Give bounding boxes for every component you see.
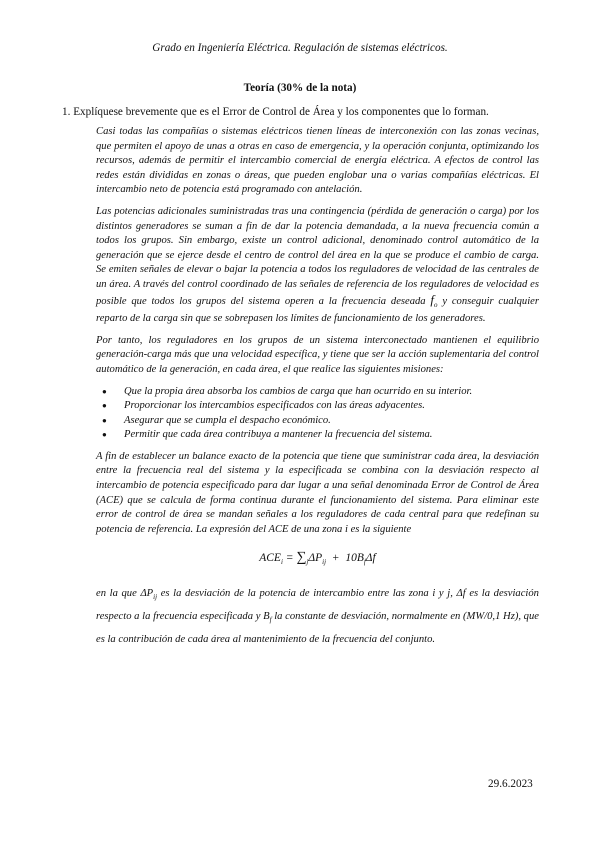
paragraph-1: Casi todas las compañías o sistemas eléctricos tienen líneas de interconexión con las zonas vecinas, que permiten el apoyo de unas a otras en caso de emergencia, y la operación conjunta, optimizando los recursos, además de permitir el intercambio comercial de energía eléctrica. A efectos de control las redes están divididas en zonas o áreas, que pueden englobar una o varias compañías eléctricas. El intercambio neto de potencia está programado con antelación. [96,126,539,196]
formula-term2-sub: f [363,558,366,567]
formula-equals: = [285,552,294,565]
missions-list [96,385,539,443]
exam-date: 29.6.2023 [488,778,533,790]
delta-f-symbol: Δf [456,588,466,600]
b-symbol: B [263,611,270,623]
formula-term2: 10B [345,552,364,565]
formula-term3: Δf [365,552,376,565]
paragraph-4: A fin de establecer un balance exacto de la potencia que tiene que suministrar cada área, la desviación entre la frecuencia real del sistema y la especificada se combina con la desviación respecto al intercambio de potencia especificado para dar lugar a una señal denominada Error de Control de Área (ACE) que se calcula de forma continua durante el funcionamiento del sistema. Para eliminar este error de control de área se mandan señales a los reguladores de cada central para que redefinan su potencia de referencia. La expresión del ACE de una zona i es la siguiente [96,450,539,535]
answer-body [96,125,539,656]
paragraph-2 [96,205,539,327]
question-text: 1. Explíquese brevemente que es el Error de Control de Área y los componentes que lo forman. [62,106,489,118]
explanation-text-1: en la que [96,588,137,600]
list-item: ● Proporcionar los intercambios especificados con las áreas adyacentes. [116,399,539,414]
formula-sum-sub: j [306,558,309,567]
list-item: ● Que la propia área absorba los cambios de carga que han ocurrido en su interior. [116,385,539,400]
f-symbol: f [430,291,435,307]
frequency-symbol [430,292,437,307]
explanation-text-4: la constante de desviación, normalmente en (MW/0,1 Hz), que es la contribución de cada área al mantenimiento de la frecuencia del conjunto. [96,611,539,646]
formula-term1: ΔP [308,552,323,565]
f-subscript: o [434,300,438,309]
explanation-text-3: es la desviación respecto a la frecuencia especificada y [96,588,539,623]
list-item: ● Permitir que cada área contribuya a mantener la frecuencia del sistema. [116,428,539,443]
delta-p-symbol: ΔP [140,588,154,600]
list-item: ● Asegurar que se cumpla el despacho económico. [116,414,539,429]
paragraph-2-text-a: Las potencias adicionales suministradas tras una contingencia (pérdida de generación o carga) por los distintos generadores se suman a fin de dar la potencia demandada, a la nueva frecuencia común a todos los grupos. Sin embargo, existe un control adicional, denominado control automático de la generación que se ejerce desde el centro de control del área en la que se produce el cambio de carga. Se emiten señales de elevar o bajar la potencia a todos los reguladores de velocidad de las centrales de un área. A través del control coordinado de las señales de referencia de los reguladores de velocidad es posible que todos los grupos del sistema operen a la frecuencia deseada [96,205,539,307]
formula-explanation [96,584,539,649]
formula-term1-sub: ij [322,558,327,567]
section-title: Teoría (30% de la nota) [243,82,357,94]
formula-lhs: ACE [259,552,281,565]
b-subscript: f [269,616,272,625]
course-header: Grado en Ingeniería Eléctrica. Regulación de sistemas eléctricos. [152,42,448,54]
delta-p-sub: ij [153,593,158,602]
ace-formula [96,551,539,570]
explanation-text-2: es la desviación de la potencia de intercambio entre las zona i y j, [160,588,453,600]
paragraph-3: Por tanto, los reguladores en los grupos de un sistema interconectado mantienen el equilibrio generación-carga más que una velocidad específica, y tiene que ser la acción suplementaria del control automático de la generación, en cada área, el que realice las siguientes misiones: [96,334,539,375]
formula-plus: + [331,552,340,565]
formula-sum: ∑ [296,550,307,566]
paragraph-2-text-b: y conseguir cualquier reparto de la carga sin que se sobrepasen los límites de funcionamiento de los generadores. [96,295,539,325]
formula-lhs-sub: i [280,558,283,567]
